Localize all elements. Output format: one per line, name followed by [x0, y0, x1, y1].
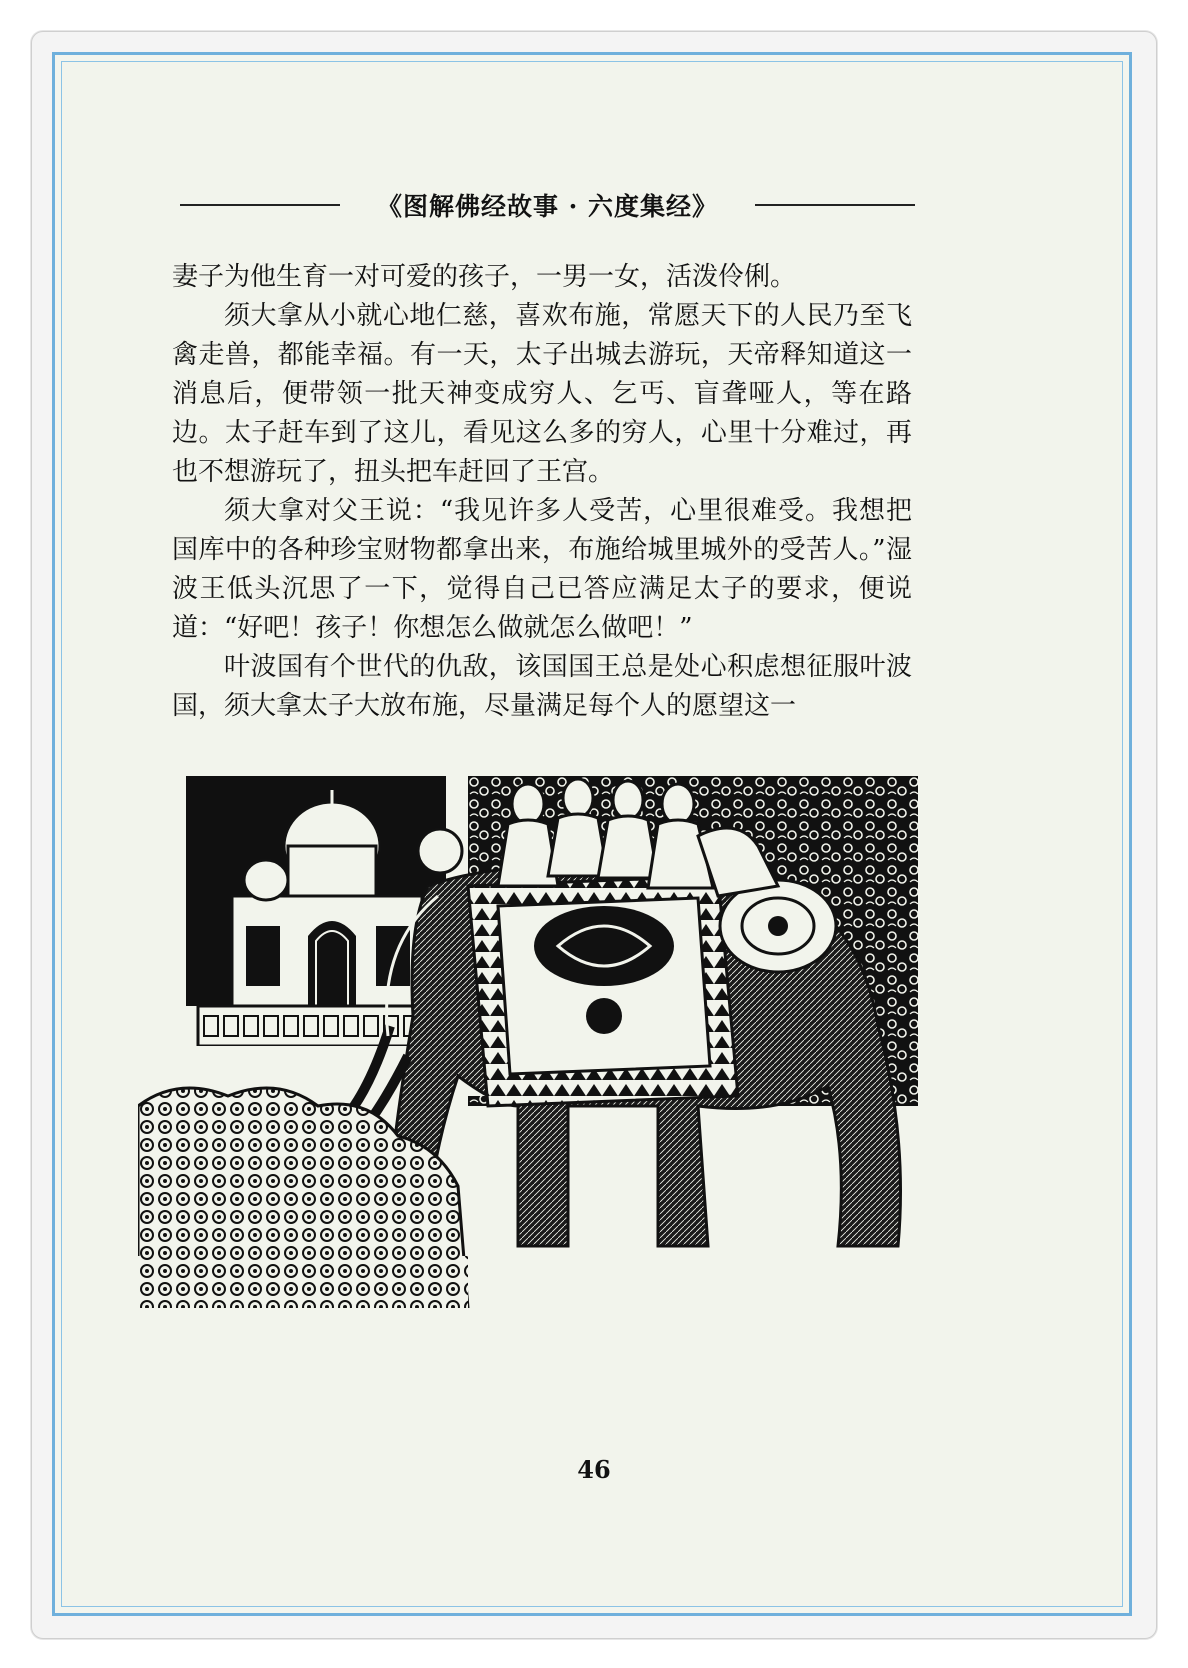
body-text — [172, 258, 912, 726]
paragraph-3: 须大拿对父王说：“我见许多人受苦，心里很难受。我想把国库中的各种珍宝财物都拿出来，布施给城里城外的受苦人。”湿波王低头沉思了一下，觉得自己已答应满足太子的要求，便说道：“好吧！孩子！你想怎么做就怎么做吧！” — [172, 496, 912, 643]
page-number: 46 — [577, 1455, 611, 1484]
running-head-rule-left — [180, 204, 340, 206]
running-head-rule-right — [755, 204, 915, 206]
woodcut-illustration — [138, 776, 924, 1308]
elephant-palace-illustration — [138, 776, 924, 1308]
paragraph-4: 叶波国有个世代的仇敌，该国国王总是处心积虑想征服叶波国，须大拿太子大放布施，尽量满足每个人的愿望这一 — [172, 652, 912, 721]
paragraph-1: 妻子为他生育一对可爱的孩子，一男一女，活泼伶俐。 — [172, 262, 797, 292]
running-head-title: 《图解佛经故事 · 六度集经》 — [376, 192, 719, 221]
paragraph-2: 须大拿从小就心地仁慈，喜欢布施，常愿天下的人民乃至飞禽走兽，都能幸福。有一天，太子出城去游玩，天帝释知道这一消息后，便带领一批天神变成穷人、乞丐、盲聋哑人，等在路边。太子赶车到了这儿，看见这么多的穷人，心里十分难过，再也不想游玩了，扭头把车赶回了王宫。 — [172, 301, 912, 487]
running-head — [180, 185, 915, 225]
